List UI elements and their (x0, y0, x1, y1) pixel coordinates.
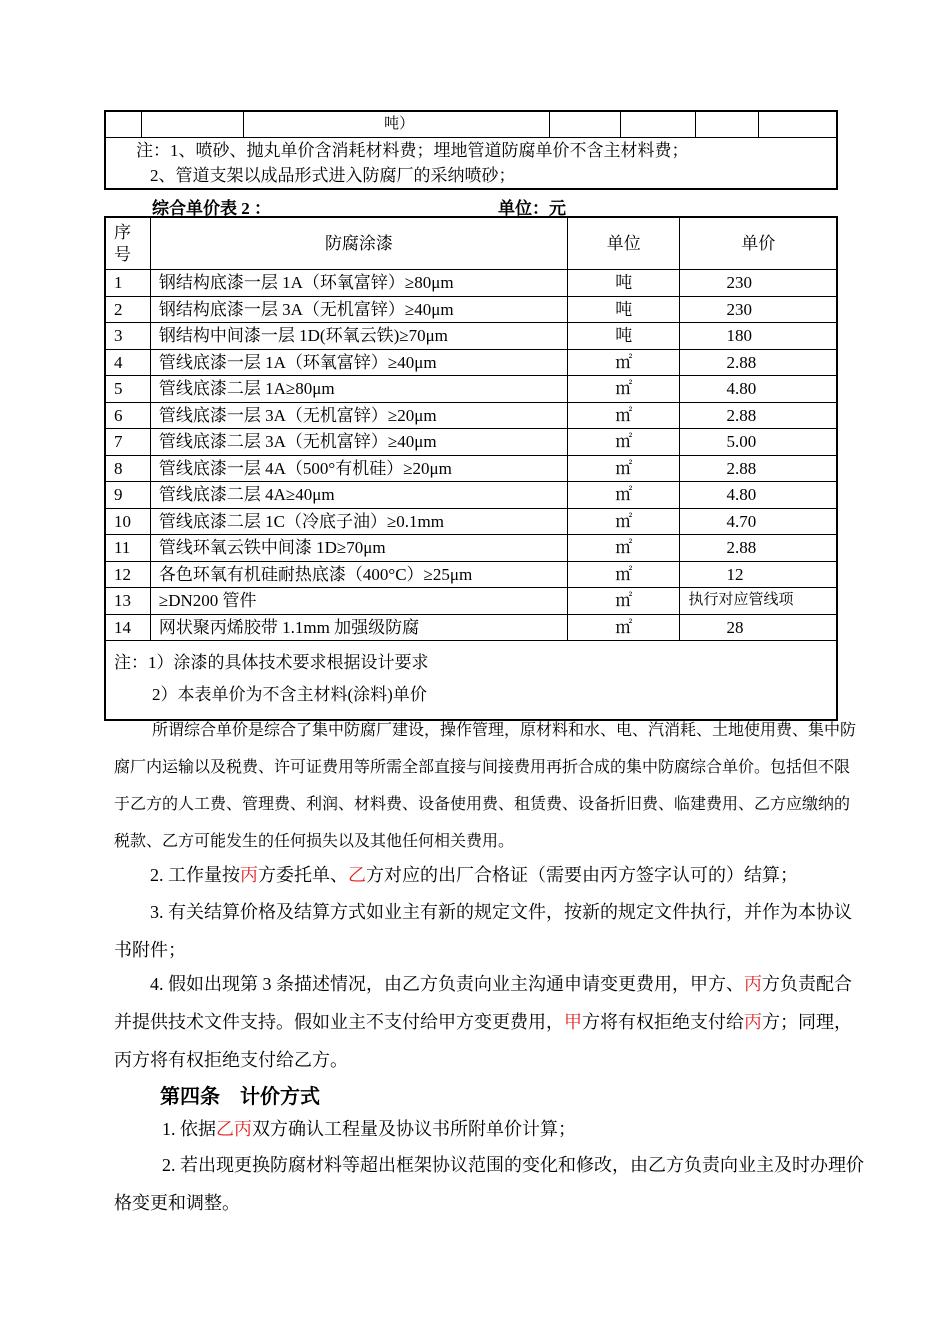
header-name: 防腐涂漆 (150, 217, 567, 270)
table-row (105, 349, 837, 376)
row-unit: ㎡ (567, 376, 679, 403)
row-price: 4.80 (680, 376, 837, 403)
note-line: 2、管道支架以成品形式进入防腐厂的采纳喷砂； (150, 166, 516, 185)
row-unit: 吨 (567, 270, 679, 297)
row-unit: ㎡ (567, 614, 679, 641)
row-price: 2.88 (680, 402, 837, 429)
row-name: 钢结构底漆一层 1A（环氧富锌）≥80μm (150, 270, 567, 297)
row-unit: ㎡ (567, 535, 679, 562)
text-span: 方将有权拒绝支付给 (582, 1012, 744, 1032)
row-no: 2 (105, 296, 150, 323)
row-unit: ㎡ (567, 482, 679, 509)
table-cell (759, 111, 837, 138)
table-note (105, 641, 837, 721)
row-no: 12 (105, 561, 150, 588)
highlight-text: 乙丙 (216, 1119, 252, 1139)
paragraph-composite-definition: 所谓综合单价是综合了集中防腐厂建设，操作管理，原材料和水、电、汽消耗、土地使用费、集中防腐厂内运输以及税费、许可证费用等所需全部直接与间接费用再折合成的集中防腐综合单价。包括但不限于乙方的人工费、管理费、利润、材料费、设备使用费、租赁费、设备折旧费、临建费用、乙方应缴纳的税款、乙方可能发生的任何损失以及其他任何相关费用。 (114, 722, 857, 850)
table-row (105, 482, 837, 509)
row-name: 网状聚丙烯胶带 1.1mm 加强级防腐 (150, 614, 567, 641)
row-price: 180 (680, 323, 837, 350)
row-name: 管线底漆二层 4A≥40μm (150, 482, 567, 509)
text-span: 4. 假如出现第 3 条描述情况，由乙方负责向业主沟通申请变更费用，甲方、 (150, 974, 744, 994)
row-price: 230 (680, 270, 837, 297)
row-name: 管线底漆二层 3A（无机富锌）≥40μm (150, 429, 567, 456)
highlight-text: 乙 (348, 865, 366, 885)
row-name: 钢结构底漆一层 3A（无机富锌）≥40μm (150, 296, 567, 323)
header-no (105, 217, 150, 270)
header-unit: 单位 (567, 217, 679, 270)
table-cell: 吨） (244, 111, 549, 138)
row-no: 14 (105, 614, 150, 641)
paragraph-pricing-1 (114, 1110, 864, 1148)
row-no: 13 (105, 588, 150, 615)
row-no: 1 (105, 270, 150, 297)
row-no: 9 (105, 482, 150, 509)
row-no: 6 (105, 402, 150, 429)
row-name: 管线底漆一层 3A（无机富锌）≥20μm (150, 402, 567, 429)
table-header-row (105, 217, 837, 270)
table-row (105, 323, 837, 350)
row-unit: ㎡ (567, 349, 679, 376)
header-no-line: 序 (114, 222, 131, 242)
highlight-text: 甲 (564, 1012, 582, 1032)
table-cell (621, 111, 696, 138)
row-unit: ㎡ (567, 588, 679, 615)
table-row (105, 296, 837, 323)
row-price: 执行对应管线项 (680, 588, 837, 615)
row-no: 10 (105, 508, 150, 535)
row-price: 2.88 (680, 349, 837, 376)
table-cell (142, 111, 244, 138)
note-line: 2）本表单价为不含主材料(涂料)单价 (152, 685, 427, 704)
table-note (105, 138, 837, 190)
text-span: 方对应的出厂合格证（需要由丙方签字认可的）结算； (366, 865, 798, 885)
row-name: 管线环氧云铁中间漆 1D≥70μm (150, 535, 567, 562)
header-price: 单价 (680, 217, 837, 270)
table-row (105, 561, 837, 588)
composite-price-table (104, 216, 838, 721)
text-span: 2. 工作量按 (150, 865, 240, 885)
continuation-table (104, 110, 838, 190)
table-row (105, 111, 837, 138)
row-no: 3 (105, 323, 150, 350)
row-price: 4.70 (680, 508, 837, 535)
row-name: 管线底漆一层 1A（环氧富锌）≥40μm (150, 349, 567, 376)
header-no-line: 号 (114, 244, 131, 264)
row-unit: ㎡ (567, 455, 679, 482)
row-price: 28 (680, 614, 837, 641)
table-row (105, 455, 837, 482)
table-cell (105, 111, 142, 138)
row-unit: 吨 (567, 323, 679, 350)
row-no: 5 (105, 376, 150, 403)
paragraph-item-2 (114, 856, 864, 894)
highlight-text: 丙 (744, 974, 762, 994)
table-note-row (105, 138, 837, 190)
row-no: 8 (105, 455, 150, 482)
row-unit: ㎡ (567, 561, 679, 588)
note-line: 注：1、喷砂、抛丸单价含消耗材料费；埋地管道防腐单价不含主材料费； (136, 141, 689, 160)
row-name: 管线底漆一层 4A（500°有机硅）≥20μm (150, 455, 567, 482)
row-unit: 吨 (567, 296, 679, 323)
text-span: 方负责配合并提供技术文件支持。假如业主不支付给甲方变更费用， (114, 974, 852, 1032)
highlight-text: 丙 (240, 865, 258, 885)
table-note-row (105, 641, 837, 721)
text-span: 双方确认工程量及协议书所附单价计算； (252, 1119, 576, 1139)
table-row (105, 429, 837, 456)
text-span: 1. 依据 (162, 1119, 216, 1139)
table-row (105, 402, 837, 429)
row-name: ≥DN200 管件 (150, 588, 567, 615)
table-title: 综合单价表 2 ： (152, 199, 271, 218)
table-cell (549, 111, 620, 138)
table-unit-label: 单位：元 (498, 199, 566, 218)
row-no: 7 (105, 429, 150, 456)
text-span: 方；同理，丙方将有权拒绝支付给乙方。 (114, 1012, 852, 1070)
row-price: 2.88 (680, 455, 837, 482)
row-name: 管线底漆二层 1C（冷底子油）≥0.1mm (150, 508, 567, 535)
paragraph-item-4 (114, 965, 864, 1079)
paragraph-item-3: 3. 有关结算价格及结算方式如业主有新的规定文件，按新的规定文件执行，并作为本协议书附件； (114, 902, 852, 960)
paragraph-pricing-2: 2. 若出现更换防腐材料等超出框架协议范围的变化和修改，由乙方负责向业主及时办理价格变更和调整。 (114, 1155, 864, 1213)
row-price: 4.80 (680, 482, 837, 509)
table-cell (695, 111, 758, 138)
row-unit: ㎡ (567, 429, 679, 456)
row-price: 5.00 (680, 429, 837, 456)
row-price: 2.88 (680, 535, 837, 562)
table-row (105, 535, 837, 562)
text-span: 方委托单、 (258, 865, 348, 885)
highlight-text: 丙 (744, 1012, 762, 1032)
row-price: 230 (680, 296, 837, 323)
table-row (105, 270, 837, 297)
section-heading: 第四条 计价方式 (160, 1086, 320, 1108)
row-price: 12 (680, 561, 837, 588)
note-line: 注：1）涂漆的具体技术要求根据设计要求 (114, 653, 429, 672)
row-name: 各色环氧有机硅耐热底漆（400°C）≥25μm (150, 561, 567, 588)
row-no: 11 (105, 535, 150, 562)
row-name: 管线底漆二层 1A≥80μm (150, 376, 567, 403)
row-unit: ㎡ (567, 402, 679, 429)
table-row (105, 588, 837, 615)
table-row (105, 376, 837, 403)
table-row (105, 614, 837, 641)
row-no: 4 (105, 349, 150, 376)
table-body (105, 270, 837, 641)
row-name: 钢结构中间漆一层 1D(环氧云铁)≥70μm (150, 323, 567, 350)
row-unit: ㎡ (567, 508, 679, 535)
table-row (105, 508, 837, 535)
